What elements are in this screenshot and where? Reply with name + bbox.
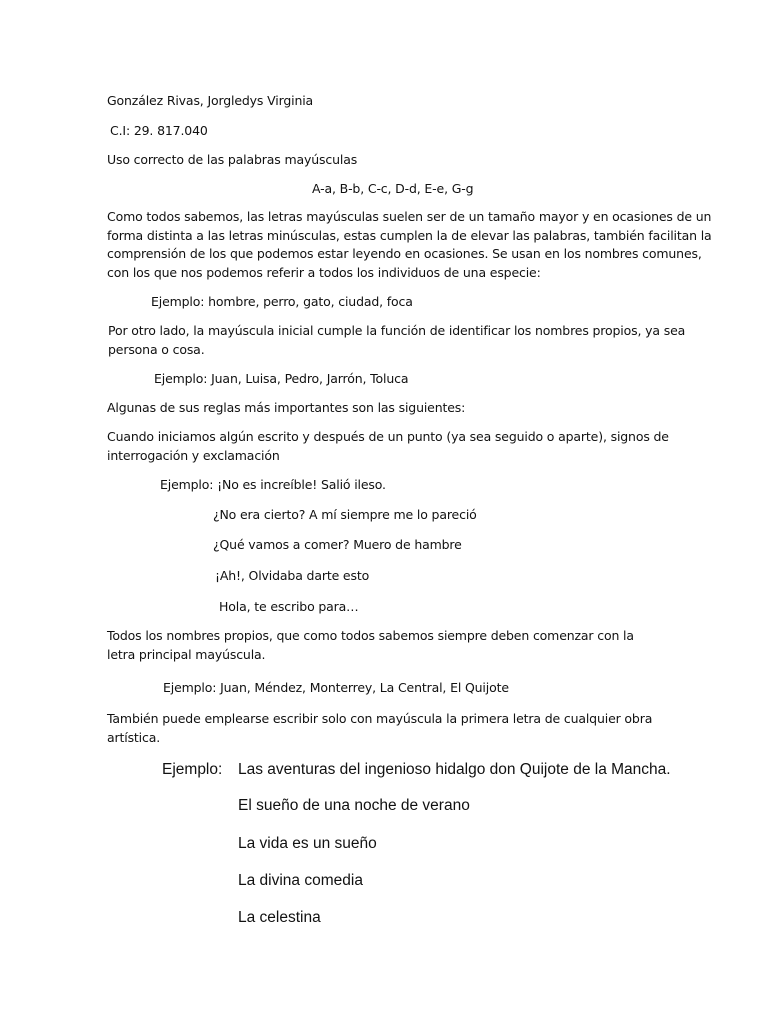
proper-line: persona o cosa. — [108, 341, 205, 357]
rule-two-line: letra principal mayúscula. — [107, 646, 266, 662]
letter-pairs: A-a, B-b, C-c, D-d, E-e, G-g — [312, 181, 474, 196]
artistic-work-title: La divina comedia — [238, 872, 363, 889]
proper-line: Por otro lado, la mayúscula inicial cumple la función de identificar los nombres propios, ya sea — [108, 323, 686, 338]
proper-nouns-paragraph — [108, 322, 686, 359]
intro-paragraph — [107, 208, 712, 282]
rule-one-line: Cuando iniciamos algún escrito y después de un punto (ya sea seguido o aparte), signos de — [107, 429, 669, 444]
rule-two-line: Todos los nombres propios, que como todos sabemos siempre deben comenzar con la — [107, 628, 634, 643]
id-number: C.I: 29. 817.040 — [110, 123, 208, 138]
intro-line: con los que nos podemos referir a todos los individuos de una especie: — [107, 264, 541, 280]
document-title: Uso correcto de las palabras mayúsculas — [107, 152, 358, 167]
rule-one-example: ¿No era cierto? A mí siempre me lo pareció — [213, 507, 477, 522]
rule-one-line: interrogación y exclamación — [107, 447, 280, 463]
rule-two-paragraph — [107, 627, 657, 664]
intro-line: forma distinta a las letras minúsculas, estas cumplen la de elevar las palabras, también facilitan la — [107, 227, 712, 243]
rule-one-paragraph — [107, 428, 669, 465]
rules-intro: Algunas de sus reglas más importantes son las siguientes: — [107, 400, 466, 415]
proper-nouns-example: Ejemplo: Juan, Luisa, Pedro, Jarrón, Toluca — [154, 371, 409, 386]
author-name: González Rivas, Jorgledys Virginia — [107, 93, 314, 108]
rule-one-example: ¿Qué vamos a comer? Muero de hambre — [213, 537, 462, 552]
rule-three-line: artística. — [107, 729, 161, 745]
rule-one-example: Hola, te escribo para… — [219, 599, 359, 614]
artistic-work-title: El sueño de una noche de verano — [238, 797, 470, 814]
artistic-work-title: La celestina — [238, 909, 321, 926]
works-example-label: Ejemplo: — [162, 761, 223, 778]
artistic-work-title: Las aventuras del ingenioso hidalgo don Quijote de la Mancha. — [238, 761, 671, 778]
intro-line: comprensión de los que podemos estar leyendo en ocasiones. Se usan en los nombres comunes, — [107, 246, 702, 261]
rule-one-example: ¡Ah!, Olvidaba darte esto — [215, 568, 370, 583]
rule-three-line: También puede emplearse escribir solo con mayúscula la primera letra de cualquier obra — [107, 711, 653, 726]
rule-two-example: Ejemplo: Juan, Méndez, Monterrey, La Central, El Quijote — [163, 680, 509, 695]
rule-three-paragraph — [107, 710, 657, 747]
common-nouns-example: Ejemplo: hombre, perro, gato, ciudad, foca — [151, 294, 413, 309]
intro-line: Como todos sabemos, las letras mayúsculas suelen ser de un tamaño mayor y en ocasiones de un — [107, 209, 712, 224]
artistic-work-title: La vida es un sueño — [238, 835, 377, 852]
rule-one-example: Ejemplo: ¡No es increíble! Salió ileso. — [160, 477, 386, 492]
